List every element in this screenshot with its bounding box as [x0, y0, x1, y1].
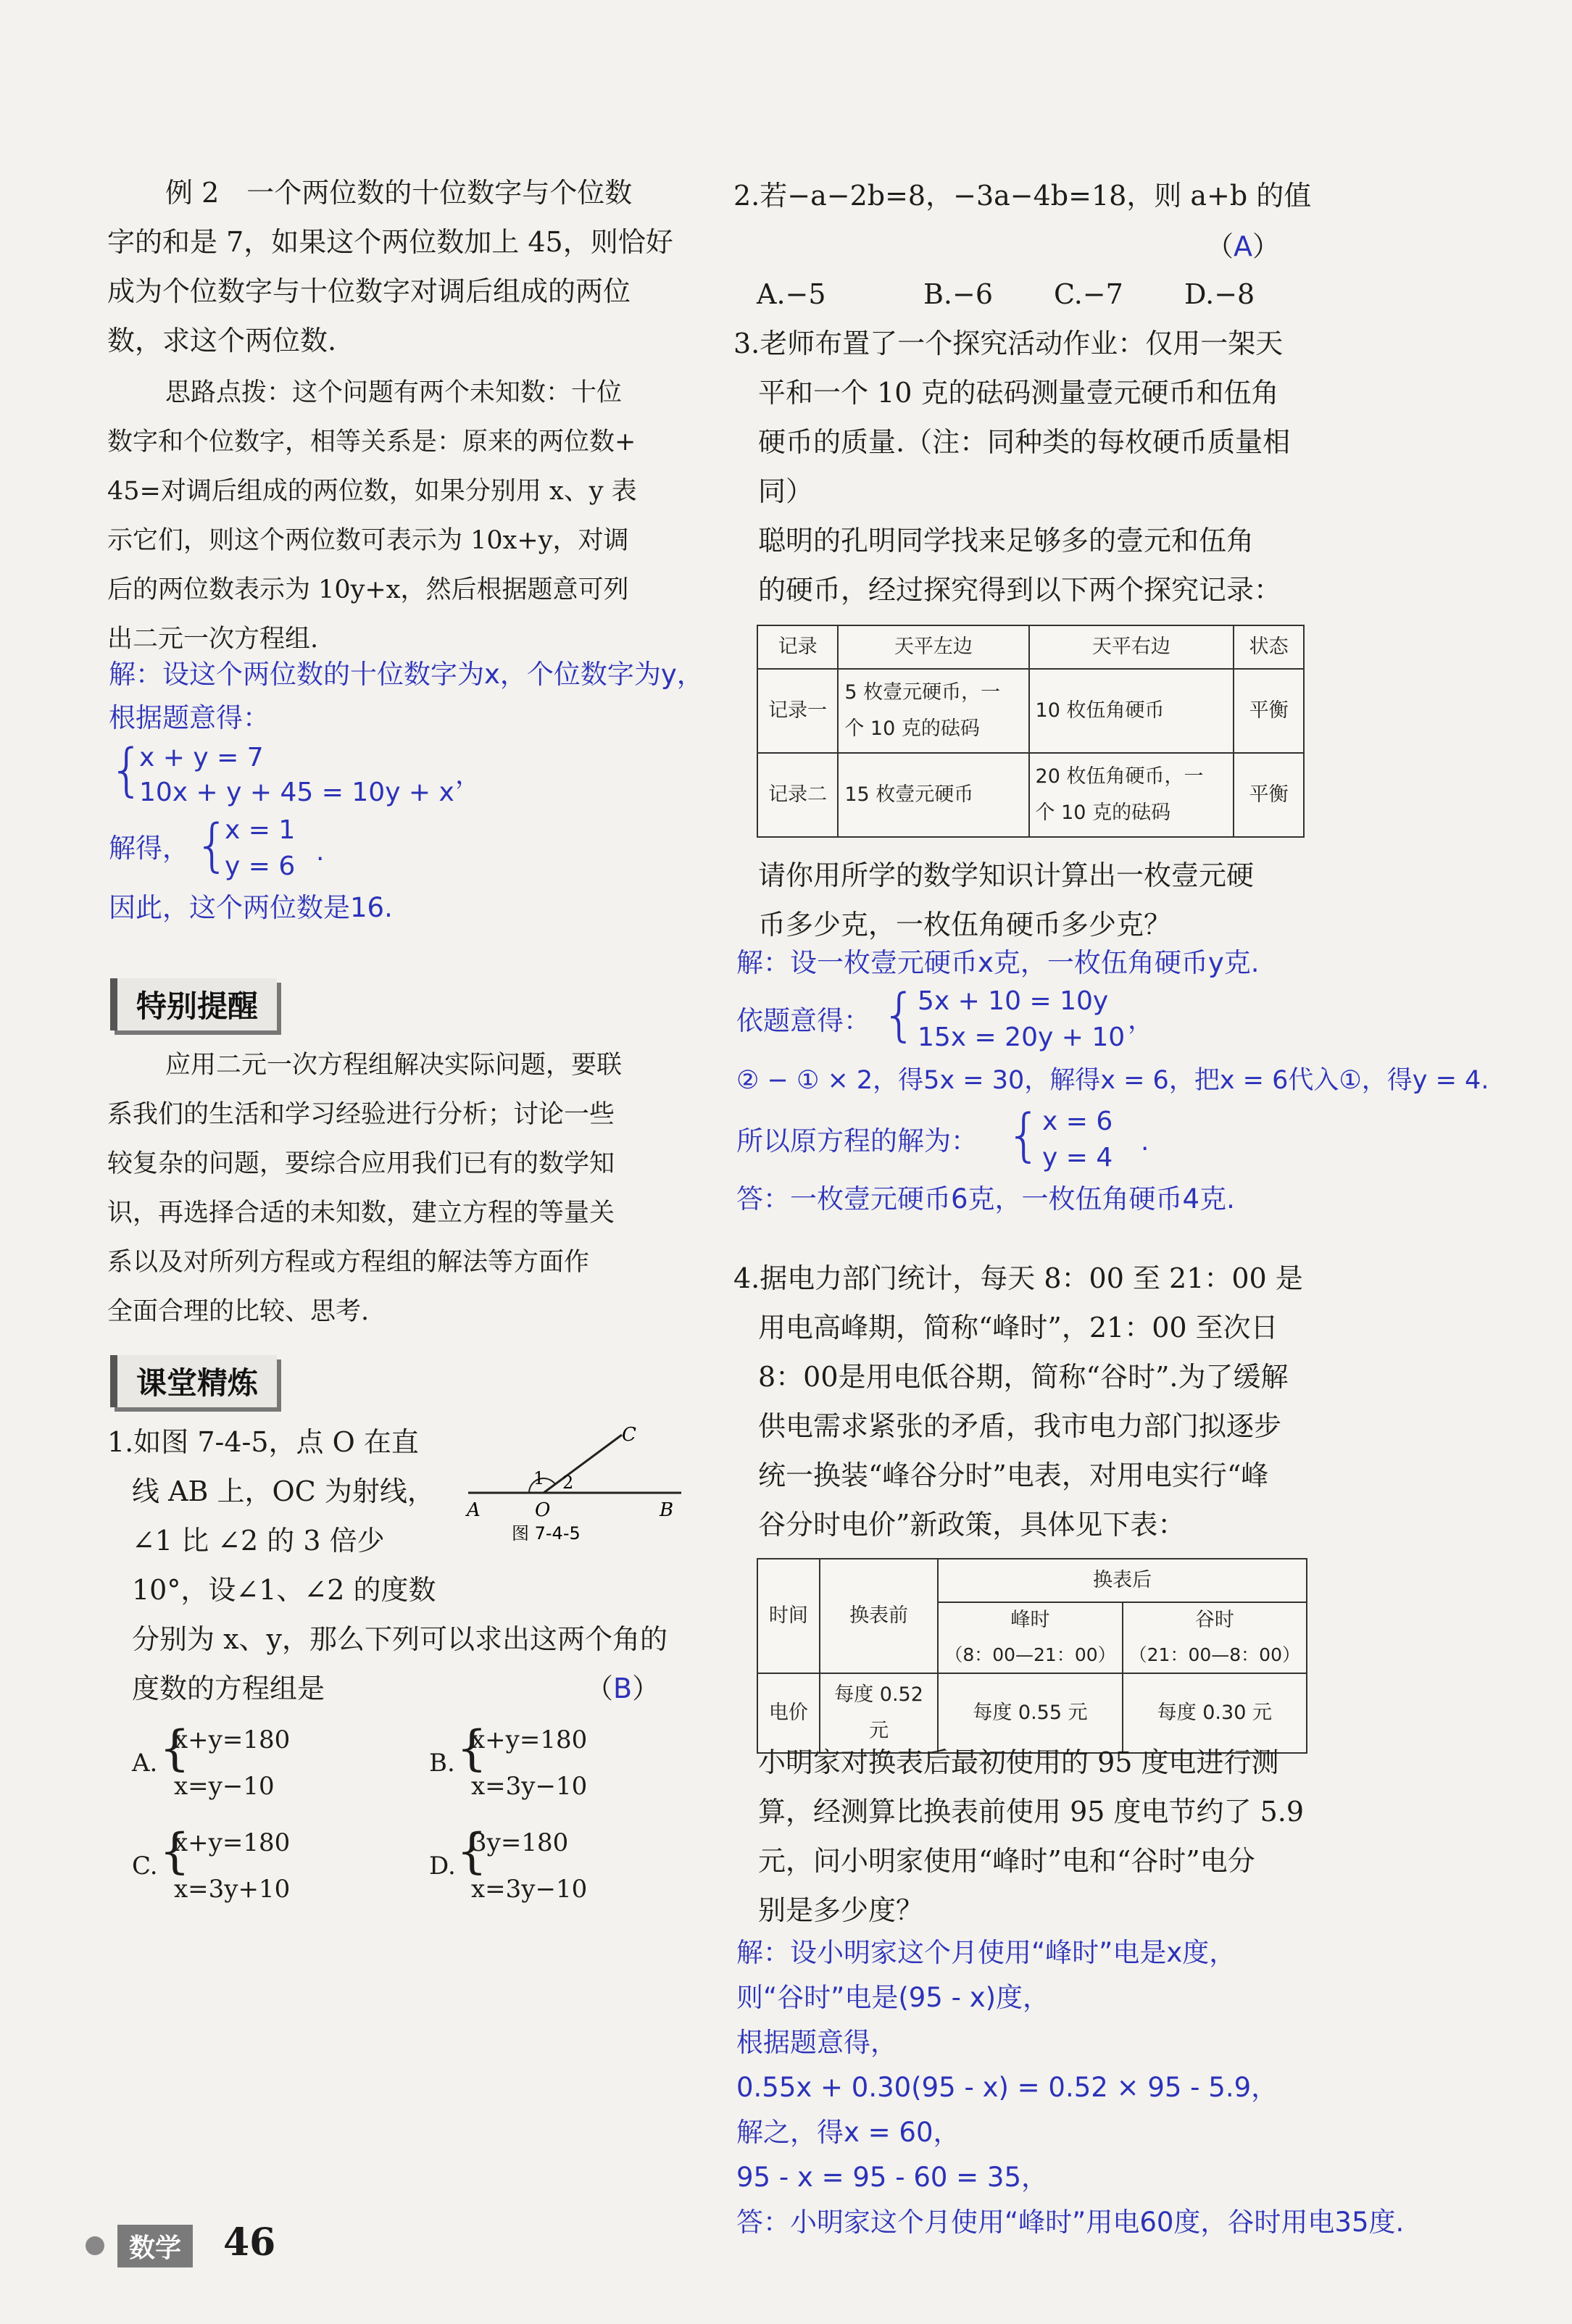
label-c: C	[622, 1424, 636, 1446]
brace-icon: {	[1006, 1103, 1042, 1168]
option-letter: A.	[132, 1749, 158, 1778]
page-label: 数学	[117, 2225, 193, 2267]
q3-system-2	[736, 1104, 1171, 1177]
equation: x = 6	[1042, 1107, 1113, 1136]
example-solution-line: 根据题意得：	[109, 702, 270, 733]
equation: 15x = 20y + 10	[918, 1023, 1126, 1052]
text-line: 元，问小明家使用“峰时”电和“谷时”电分	[758, 1845, 1255, 1877]
option-bottom: x=3y−10	[471, 1875, 588, 1904]
text-line: 识，再选择合适的未知数，建立方程的等量关	[107, 1199, 615, 1228]
q2-option-a: A.−5	[757, 278, 826, 310]
answer-bracket-q1: （B）	[586, 1673, 660, 1704]
label-a: A	[467, 1499, 481, 1521]
table-cell: （21：00—8：00）	[1123, 1638, 1307, 1673]
option-top: 3y=180	[471, 1828, 569, 1857]
figure-7-4-5	[457, 1420, 696, 1544]
table-cell: 记录二	[757, 753, 838, 837]
table-cell: 每度 0.30 元	[1123, 1673, 1307, 1753]
table-cell: 记录一	[757, 669, 838, 753]
text-line: 例 2 一个两位数的十位数字与个位数	[165, 177, 633, 209]
option-c	[132, 1820, 349, 1915]
dot-icon	[86, 2236, 104, 2255]
text-line: 示它们，则这个两位数可表示为 10x+y，对调	[107, 526, 629, 555]
table-cell: 每度 0.52 元	[820, 1673, 938, 1753]
text-line: 供电需求紧张的矛盾，我市电力部门拟逐步	[758, 1410, 1282, 1442]
table-row	[757, 669, 1304, 753]
table-cell: 电价	[757, 1673, 820, 1753]
text-line: 较复杂的问题，要综合应用我们已有的数学知	[107, 1149, 615, 1178]
text-line: 1.如图 7-4-5，点 O 在直	[107, 1426, 419, 1458]
label-2: 2	[562, 1473, 574, 1493]
punct: .	[1141, 1127, 1149, 1157]
cell-line: 20 枚伍角硬币，一	[1035, 765, 1204, 788]
text-line: 别是多少度？	[758, 1894, 924, 1926]
q3-solution-line: 解：设一枚壹元硬币x克，一枚伍角硬币y克.	[736, 947, 1260, 978]
label-1: 1	[533, 1468, 545, 1488]
table-header: 峰时	[938, 1602, 1122, 1638]
text-line: 硬币的质量.（注：同种类的每枚硬币质量相	[758, 426, 1291, 458]
hint-block	[107, 368, 687, 664]
figure-caption: 图 7-4-5	[512, 1523, 581, 1544]
answer-bracket-q2: （A）	[1206, 230, 1281, 262]
example-conclusion: 因此，这个两位数是16.	[109, 892, 393, 923]
reminder-title: 特别提醒	[110, 978, 277, 1030]
answer-q2: A	[1234, 230, 1253, 262]
equation: 10x + y + 45 = 10y + x	[139, 778, 454, 807]
text-line: 小明家对换表后最初使用的 95 度电进行测	[758, 1746, 1279, 1778]
answer-q1: B	[613, 1673, 633, 1704]
q4-solution	[736, 1931, 1548, 2245]
table-cell: 平衡	[1234, 669, 1304, 753]
option-top: x+y=180	[174, 1828, 291, 1857]
question-3	[733, 319, 1328, 615]
text-line: ∠1 比 ∠2 的 3 倍少	[132, 1525, 385, 1557]
option-d	[429, 1820, 661, 1915]
page-number: 46	[223, 2220, 276, 2265]
brace-icon: {	[881, 983, 918, 1048]
equation: y = 4	[1042, 1143, 1113, 1173]
option-letter: B.	[429, 1749, 455, 1778]
text-line: 8：00是用电低谷期，简称“谷时”.为了缓解	[758, 1361, 1289, 1393]
table-header: 换表前	[820, 1559, 938, 1673]
solution-line: 解之，得x = 60，	[736, 2117, 960, 2148]
equation: x = 1	[225, 815, 296, 845]
text-line: 请你用所学的数学知识计算出一枚壹元硬	[758, 859, 1255, 891]
text-line: 思路点拨：这个问题有两个未知数：十位	[165, 378, 623, 407]
text-line: 谷分时电价”新政策，具体见下表：	[758, 1509, 1186, 1541]
example-2	[107, 168, 687, 365]
table-header: 天平右边	[1029, 625, 1234, 669]
equation: x + y = 7	[139, 743, 264, 772]
table-row	[757, 625, 1304, 669]
q2-options	[757, 270, 1336, 319]
brace-icon: {	[457, 1720, 487, 1776]
option-top: x+y=180	[174, 1725, 291, 1754]
q3-conclusion: 答：一枚壹元硬币6克，一枚伍角硬币4克.	[736, 1183, 1235, 1215]
text-line: 应用二元一次方程组解决实际问题，要联	[165, 1051, 623, 1080]
brace-icon: {	[109, 738, 145, 803]
cell-line: 5 枚壹元硬币，一	[844, 681, 1001, 704]
table-cell	[838, 669, 1028, 753]
label: 依题意得：	[736, 1005, 870, 1036]
text-line: 数字和个位数字，相等关系是：原来的两位数+	[107, 428, 636, 457]
text-line: 数，求这个两位数.	[107, 325, 337, 357]
table-header: 换表后	[938, 1559, 1307, 1602]
text-line: 线 AB 上，OC 为射线，	[132, 1475, 435, 1507]
table-cell: 平衡	[1234, 753, 1304, 837]
cell-line: 个 10 克的砝码	[844, 717, 980, 740]
table-cell	[1029, 753, 1234, 837]
equation: 5x + 10 = 10y	[918, 986, 1109, 1016]
option-bottom: x=3y−10	[471, 1772, 588, 1801]
text-line: 成为个位数字与十位数字对调后组成的两位	[107, 275, 631, 307]
question-4	[733, 1254, 1328, 1549]
brace-icon: {	[457, 1823, 487, 1879]
label-o: O	[535, 1499, 551, 1521]
solution-line: 0.55x + 0.30(95 - x) = 0.52 × 95 - 5.9，	[736, 2072, 1278, 2103]
option-a	[132, 1717, 349, 1812]
punct: ，	[455, 760, 482, 790]
table-header: 天平左边	[838, 625, 1028, 669]
q2-option-b: B.−6	[923, 278, 994, 310]
punct: ，	[1128, 1005, 1155, 1035]
table-row	[757, 1559, 1307, 1602]
text-line: 全面合理的比较、思考.	[107, 1297, 370, 1326]
text-line: 系以及对所列方程或方程组的解法等方面作	[107, 1248, 590, 1277]
option-bottom: x=3y+10	[174, 1875, 291, 1904]
table-header: 记录	[757, 625, 838, 669]
reminder-header	[110, 978, 277, 1030]
table-header: 时间	[757, 1559, 820, 1673]
text-line: 系我们的生活和学习经验进行分析；讨论一些	[107, 1100, 615, 1129]
text-line: 10°，设∠1、∠2 的度数	[132, 1574, 436, 1606]
q2-option-d: D.−8	[1184, 278, 1255, 310]
text-line: 45=对调后组成的两位数，如果分别用 x、y 表	[107, 477, 637, 506]
solved-label: 解得，	[109, 833, 189, 864]
table-cell: 15 枚壹元硬币	[838, 753, 1028, 837]
text-line: 统一换装“峰谷分时”电表，对用电实行“峰	[758, 1459, 1269, 1491]
text-line: 字的和是 7，如果这个两位数加上 45，则恰好	[107, 226, 673, 258]
text-line: 币多少克，一枚伍角硬币多少克？	[758, 909, 1172, 941]
page-footer	[86, 2220, 303, 2271]
table-cell: （8：00—21：00）	[938, 1638, 1122, 1673]
practice-header	[110, 1355, 277, 1407]
text-line: 出二元一次方程组.	[107, 625, 319, 654]
solution-line: 答：小明家这个月使用“峰时”用电60度，谷时用电35度.	[736, 2207, 1405, 2238]
text-line: 分别为 x、y，那么下列可以求出这两个角的	[132, 1623, 668, 1655]
text-line: 用电高峰期，简称“峰时”，21：00 至次日	[758, 1312, 1278, 1344]
q2-option-c: C.−7	[1054, 278, 1123, 310]
table-header: 谷时	[1123, 1602, 1307, 1638]
solution-line: 则“谷时”电是(95 - x)度，	[736, 1982, 1050, 2013]
label-b: B	[660, 1499, 674, 1521]
q2-stem: 2.若−a−2b=8，−3a−4b=18，则 a+b 的值	[733, 180, 1312, 212]
ray-oc	[544, 1435, 622, 1493]
balance-table	[757, 625, 1305, 838]
table-row	[757, 753, 1304, 837]
text-line: 的硬币，经过探究得到以下两个探究记录：	[758, 574, 1282, 606]
text-line: 聪明的孔明同学找来足够多的壹元和伍角	[758, 525, 1255, 557]
text-line: 同）	[758, 475, 814, 507]
option-bottom: x=y−10	[174, 1772, 275, 1801]
text-line: 度数的方程组是	[132, 1673, 325, 1704]
text-line: 算，经测算比换表前使用 95 度电节约了 5.9	[758, 1796, 1305, 1828]
table-cell: 10 枚伍角硬币	[1029, 669, 1234, 753]
q3-system	[736, 984, 1171, 1057]
brace-icon: {	[159, 1823, 190, 1879]
solution-line: 解：设小明家这个月使用“峰时”电是x度，	[736, 1937, 1236, 1968]
brace-icon: {	[159, 1720, 190, 1776]
text-line: 平和一个 10 克的砝码测量壹元硬币和伍角	[758, 377, 1279, 409]
cell-line: 个 10 克的砝码	[1035, 801, 1171, 824]
brace-icon: {	[194, 813, 230, 878]
punct: .	[316, 837, 325, 867]
option-b	[429, 1717, 661, 1812]
table-cell: 每度 0.55 元	[938, 1673, 1122, 1753]
solution-line: 95 - x = 95 - 60 = 35，	[736, 2162, 1049, 2193]
option-top: x+y=180	[471, 1725, 588, 1754]
reminder-block	[107, 1041, 687, 1336]
example-solution-line: 解：设这个两位数的十位数字为x，个位数字为y，	[109, 659, 704, 690]
q3-solution-line: ② − ① × 2，得5x = 30，解得x = 6，把x = 6代入①，得y = 4.	[736, 1066, 1489, 1095]
price-table	[757, 1558, 1307, 1754]
solution-line: 根据题意得，	[736, 2027, 897, 2058]
option-letter: D.	[429, 1852, 456, 1881]
text-line: 4.据电力部门统计，每天 8：00 至 21：00 是	[733, 1262, 1303, 1294]
label: 所以原方程的解为：	[736, 1125, 978, 1157]
q4-question	[733, 1738, 1328, 1935]
practice-title: 课堂精炼	[110, 1355, 277, 1407]
option-letter: C.	[132, 1852, 158, 1881]
table-header: 状态	[1234, 625, 1304, 669]
equation: y = 6	[225, 851, 296, 881]
text-line: 3.老师布置了一个探究活动作业：仅用一架天	[733, 328, 1284, 359]
text-line: 后的两位数表示为 10y+x，然后根据题意可列	[107, 575, 629, 604]
q3-question	[733, 851, 1328, 949]
